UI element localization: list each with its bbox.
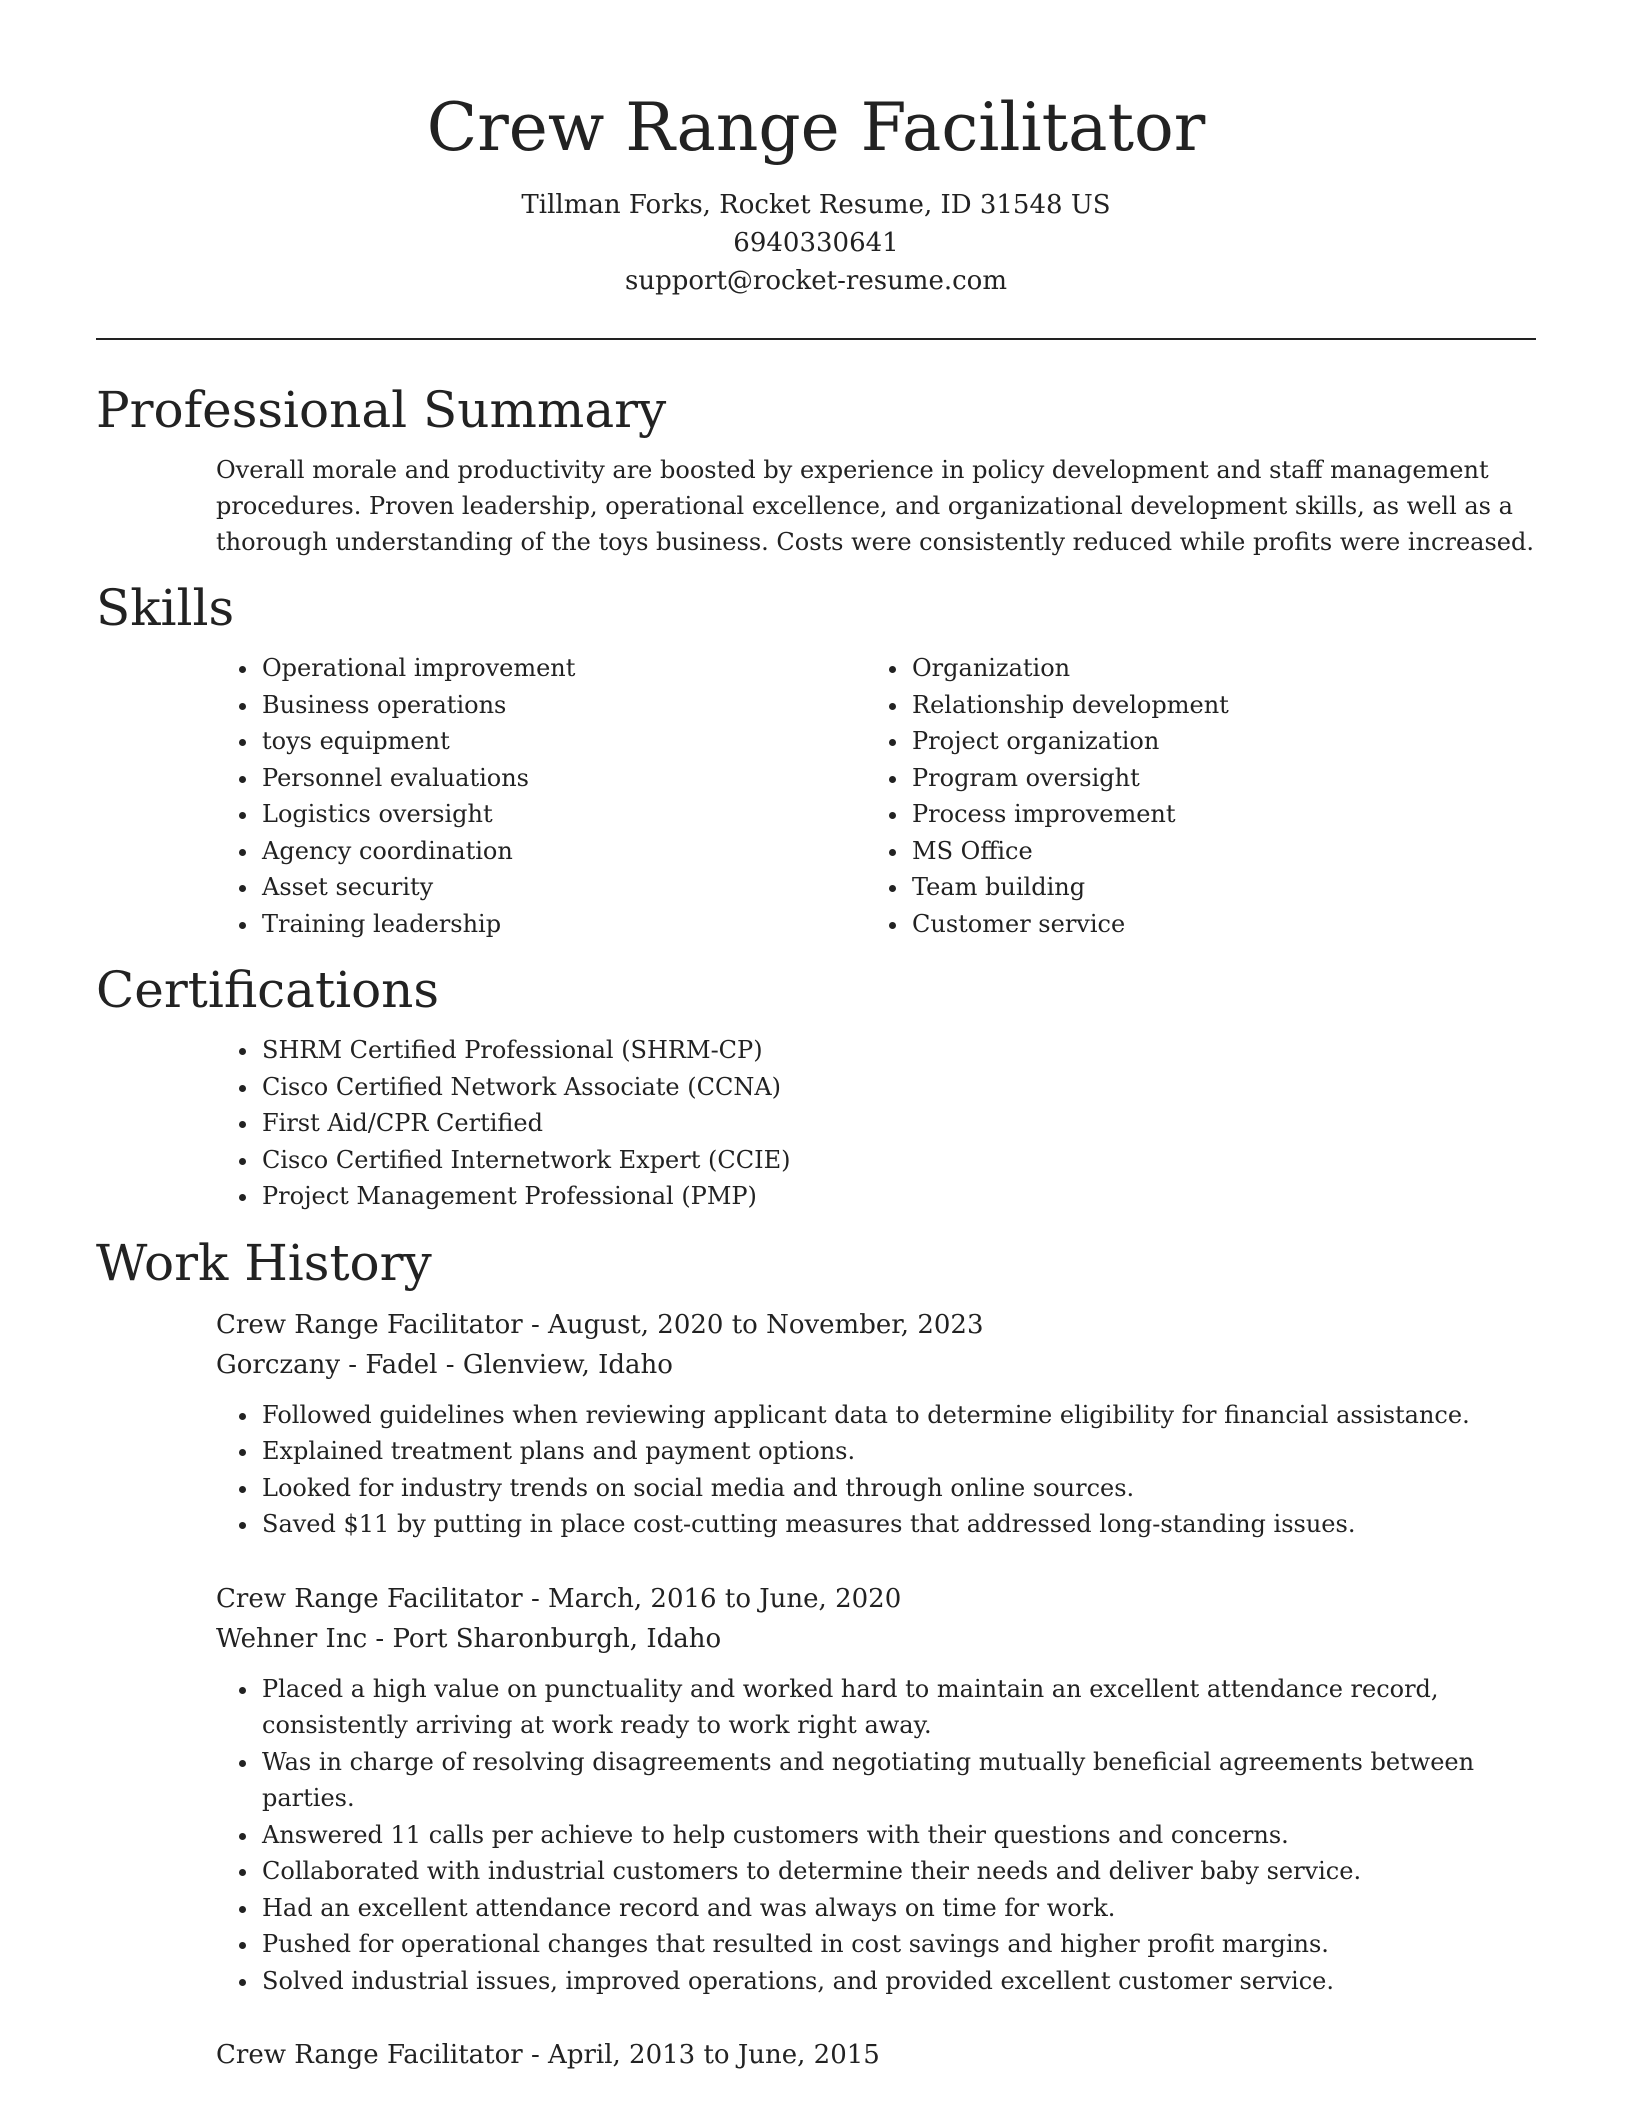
skill-item: • Operational improvement: [260, 650, 866, 687]
skill-item: • MS Office: [910, 833, 1516, 870]
job-duties-list: [216, 1397, 1536, 1543]
job-dates: August, 2020 to November, 2023: [548, 1309, 984, 1340]
certifications-list: [216, 1032, 1536, 1215]
summary-section: [96, 380, 1536, 560]
skills-columns: [96, 650, 1536, 942]
work-history-body: [96, 1305, 1536, 2076]
job-dates: March, 2016 to June, 2020: [548, 1583, 902, 1614]
skills-section: [96, 578, 1536, 942]
job-entry: [216, 2035, 1536, 2075]
certification-item: • Cisco Certified Internetwork Expert (CCIE): [260, 1142, 1536, 1179]
contact-info: [96, 186, 1536, 300]
summary-body: [96, 452, 1536, 560]
job-title-line: Crew Range Facilitator - August, 2020 to November, 2023: [216, 1309, 984, 1340]
work-history-section: [96, 1233, 1536, 2076]
job-bullets: [216, 1397, 1536, 1543]
job-title-line: Crew Range Facilitator - April, 2013 to June, 2015: [216, 2040, 880, 2070]
job-title: Crew Range Facilitator: [216, 1583, 523, 1614]
job-duty: • Explained treatment plans and payment options.: [260, 1433, 1536, 1470]
skill-item: • Program oversight: [910, 760, 1516, 797]
summary-title: Professional Summary: [96, 381, 667, 439]
header-divider: [96, 338, 1536, 340]
certification-item: • Project Management Professional (PMP): [260, 1178, 1536, 1215]
resume-header: [96, 0, 1536, 300]
job-duty: • Followed guidelines when reviewing applicant data to determine eligibility for financial assistance.: [260, 1397, 1536, 1434]
skill-item: • Asset security: [260, 869, 866, 906]
job-entry: [216, 1579, 1536, 2000]
job-duty: • Saved $11 by putting in place cost-cutting measures that addressed long-standing issues.: [260, 1506, 1536, 1543]
job-duty: • Placed a high value on punctuality and worked hard to maintain an excellent attendance record, consistently arriving at work ready to work right away.: [260, 1671, 1536, 1744]
job-duties-list: [216, 1671, 1536, 2000]
work-history-title: Work History: [96, 1233, 432, 1292]
job-company-line: Gorczany - Fadel - Glenview, Idaho: [216, 1349, 673, 1380]
skill-item: • toys equipment: [260, 723, 866, 760]
job-company: Wehner Inc: [216, 1623, 368, 1654]
job-entry: [216, 1305, 1536, 1543]
skill-item: • Relationship development: [910, 687, 1516, 724]
skill-item: • Process improvement: [910, 796, 1516, 833]
job-location: Glenview, Idaho: [462, 1349, 673, 1380]
certification-item: • Cisco Certified Network Associate (CCNA): [260, 1069, 1536, 1106]
job-duty: • Solved industrial issues, improved operations, and provided excellent customer service.: [260, 1963, 1536, 2000]
skill-item: • Business operations: [260, 687, 866, 724]
job-dates: April, 2013 to June, 2015: [548, 2040, 880, 2070]
job-duty: • Looked for industry trends on social media and through online sources.: [260, 1470, 1536, 1507]
skill-item: • Logistics oversight: [260, 796, 866, 833]
job-company-line: Wehner Inc - Port Sharonburgh, Idaho: [216, 1623, 722, 1654]
certifications-title: Certifications: [96, 961, 440, 1019]
skill-item: • Personnel evaluations: [260, 760, 866, 797]
job-title-line: Crew Range Facilitator - March, 2016 to June, 2020: [216, 1583, 902, 1614]
skills-column-right: [866, 650, 1516, 942]
job-duty: • Pushed for operational changes that resulted in cost savings and higher profit margins.: [260, 1926, 1536, 1963]
skill-item: • Customer service: [910, 906, 1516, 943]
contact-phone: 6940330641: [733, 228, 899, 258]
job-duty: • Was in charge of resolving disagreements and negotiating mutually beneficial agreements between parties.: [260, 1744, 1536, 1817]
skill-item: • Training leadership: [260, 906, 866, 943]
job-title: Crew Range Facilitator: [216, 1309, 523, 1340]
job-bullets: [216, 1671, 1536, 2000]
skills-title: Skills: [96, 579, 235, 637]
skills-list-left: [216, 650, 866, 942]
certification-item: • First Aid/CPR Certified: [260, 1105, 1536, 1142]
job-title: Crew Range Facilitator: [216, 2040, 523, 2070]
job-company: Gorczany - Fadel: [216, 1349, 438, 1380]
skills-column-left: [216, 650, 866, 942]
job-duty: • Had an excellent attendance record and was always on time for work.: [260, 1890, 1536, 1927]
skills-list-right: [866, 650, 1516, 942]
candidate-name: Crew Range Facilitator: [426, 89, 1206, 166]
certifications-section: [96, 960, 1536, 1215]
job-location: Port Sharonburgh, Idaho: [392, 1623, 722, 1654]
contact-email: support@rocket-resume.com: [624, 266, 1007, 296]
summary-text: Overall morale and productivity are boosted by experience in policy development and staff management procedures. Proven leadership, operational excellence, and organizational development skills, as well as a thorough understanding of the toys business. Costs were consistently reduced while profits were increased.: [216, 456, 1534, 556]
job-duty: • Collaborated with industrial customers to determine their needs and deliver baby service.: [260, 1853, 1536, 1890]
skill-item: • Team building: [910, 869, 1516, 906]
certifications-body: [96, 1032, 1536, 1215]
job-duty: • Answered 11 calls per achieve to help customers with their questions and concerns.: [260, 1817, 1536, 1854]
contact-address: Tillman Forks, Rocket Resume, ID 31548 US: [521, 190, 1111, 220]
skill-item: • Project organization: [910, 723, 1516, 760]
certification-item: • SHRM Certified Professional (SHRM-CP): [260, 1032, 1536, 1069]
skill-item: • Agency coordination: [260, 833, 866, 870]
skill-item: • Organization: [910, 650, 1516, 687]
